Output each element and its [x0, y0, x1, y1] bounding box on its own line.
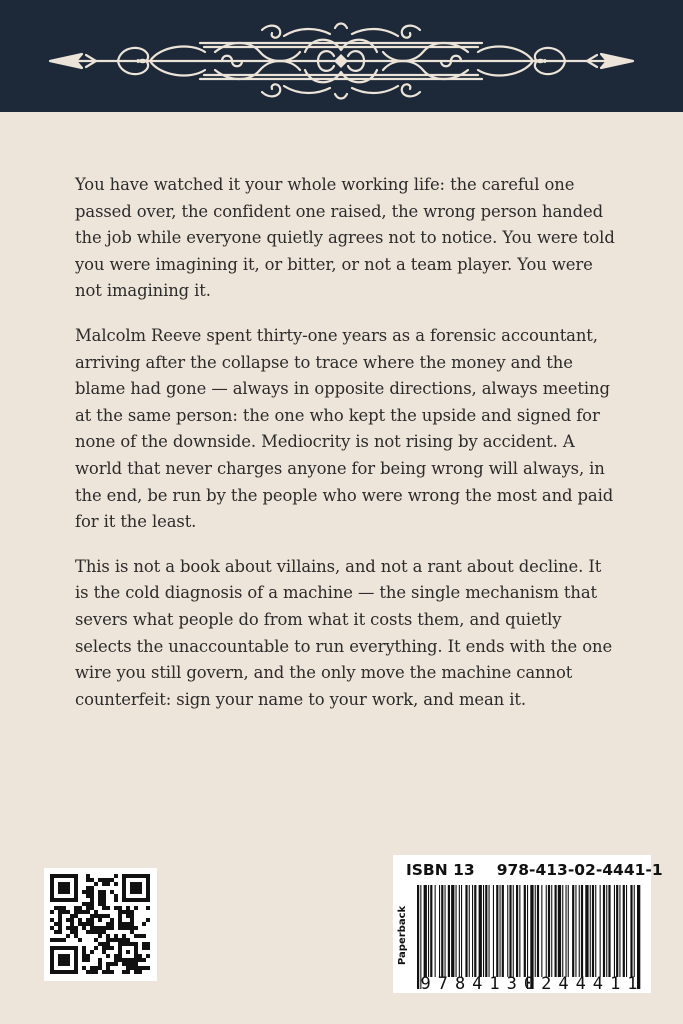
barcode-bar: [507, 885, 508, 977]
qr-module: [126, 926, 130, 930]
qr-module: [82, 950, 86, 954]
qr-module: [110, 878, 114, 882]
qr-module: [106, 954, 110, 958]
qr-module: [122, 962, 126, 966]
qr-module: [86, 922, 90, 926]
barcode-bar: [479, 885, 482, 977]
qr-module: [126, 914, 130, 918]
qr-module: [126, 922, 130, 926]
qr-module: [146, 966, 150, 970]
qr-module: [90, 922, 94, 926]
blurb-paragraph: You have watched it your whole working life: the careful one passed over, the confident one raised, the wrong person handed the job while everyone quietly agrees not to notice. You were told you were imagining it, or bitter, or not a team player. You were not imagining it.: [75, 175, 615, 301]
barcode-bar: [558, 885, 561, 977]
qr-module: [66, 934, 70, 938]
qr-module: [90, 890, 94, 894]
qr-module: [90, 970, 94, 974]
isbn-barcode: [393, 855, 663, 993]
qr-module: [98, 902, 102, 906]
barcode-bar: [456, 885, 457, 977]
barcode-digit: 0: [523, 974, 535, 992]
qr-module: [58, 926, 62, 930]
barcode-bar: [424, 885, 427, 977]
barcode-bar: [616, 885, 618, 977]
qr-module: [86, 918, 90, 922]
qr-module: [110, 938, 114, 942]
blurb-paragraph: Malcolm Reeve spent thirty-one years as a forensic accountant, arriving after the collapse to trace where the money and the blame had gone — always in opposite directions, always meeting at the same person: the one who kept the upside and signed for none of the downside. Mediocrity is not rising by accident. A world that never charges anyone for being wrong will always, in the end, be run by the people who were wrong the most and paid for it the least.: [75, 325, 614, 532]
qr-module: [98, 918, 102, 922]
barcode-bar: [630, 885, 632, 977]
qr-code: [44, 868, 157, 981]
qr-module: [130, 962, 134, 966]
qr-module: [82, 910, 86, 914]
qr-module: [90, 950, 94, 954]
qr-module: [138, 958, 142, 962]
qr-module: [110, 946, 114, 950]
qr-module: [106, 926, 110, 930]
qr-module: [110, 962, 114, 966]
qr-module: [82, 966, 86, 970]
isbn-number: 978-413-02-4441-1: [496, 861, 663, 879]
qr-module: [94, 914, 98, 918]
qr-module: [50, 926, 54, 930]
qr-module: [78, 910, 82, 914]
qr-module: [102, 890, 106, 894]
qr-module: [102, 970, 106, 974]
qr-module: [86, 890, 90, 894]
qr-module: [82, 954, 86, 958]
barcode-digit: 4: [592, 974, 604, 992]
qr-module: [58, 882, 70, 894]
barcode-bar: [500, 885, 501, 977]
qr-module: [110, 970, 114, 974]
qr-module: [106, 942, 110, 946]
qr-module: [126, 970, 130, 974]
qr-module: [122, 970, 126, 974]
barcode-bar: [535, 885, 536, 977]
qr-module: [82, 926, 86, 930]
qr-module: [94, 926, 98, 930]
qr-module: [122, 910, 126, 914]
qr-module: [122, 938, 126, 942]
barcode-bar: [435, 885, 436, 977]
scroll-divider-ornament: [0, 0, 683, 112]
barcode-bar: [590, 885, 591, 977]
qr-module: [106, 914, 110, 918]
qr-module: [138, 970, 142, 974]
qr-module: [126, 910, 130, 914]
barcode-digit: 4: [472, 974, 483, 992]
qr-module: [58, 914, 62, 918]
qr-module: [138, 934, 142, 938]
qr-module: [114, 882, 118, 886]
barcode-bar: [579, 885, 580, 977]
qr-module: [134, 906, 138, 910]
qr-module: [70, 926, 74, 930]
qr-module: [138, 954, 142, 958]
qr-module: [82, 922, 86, 926]
qr-module: [54, 930, 58, 934]
qr-module: [90, 898, 94, 902]
qr-module: [102, 902, 106, 906]
qr-module: [62, 906, 66, 910]
blurb-paragraph: This is not a book about villains, and not a rant about decline. It is the cold diagnosis of a machine — the single mechanism that severs what people do from what it costs them, and quietly selects the unaccountable to run everything. It ends with the one wire you still govern, and the only move the machine cannot counterfeit: sign your name to your work, and mean it.: [75, 556, 613, 709]
qr-module: [142, 942, 146, 946]
qr-module: [98, 894, 102, 898]
qr-module: [50, 910, 54, 914]
qr-module: [146, 918, 150, 922]
barcode-bar: [461, 885, 462, 977]
qr-module: [130, 922, 134, 926]
qr-module: [106, 906, 110, 910]
qr-module: [86, 902, 90, 906]
qr-module: [106, 970, 110, 974]
qr-module: [58, 954, 70, 966]
qr-module: [114, 894, 118, 898]
barcode-digit: 2: [541, 974, 552, 992]
barcode-bar: [430, 885, 432, 977]
qr-module: [118, 906, 122, 910]
qr-module: [134, 970, 138, 974]
qr-module: [106, 938, 110, 942]
qr-module: [114, 906, 118, 910]
qr-module: [82, 902, 86, 906]
qr-module: [134, 926, 138, 930]
qr-module: [114, 938, 118, 942]
qr-module: [54, 938, 58, 942]
qr-module: [74, 926, 78, 930]
qr-module: [122, 934, 126, 938]
qr-module: [86, 954, 90, 958]
qr-module: [102, 950, 106, 954]
barcode-bar: [548, 885, 550, 977]
qr-module: [94, 966, 98, 970]
barcode-bar: [472, 885, 473, 977]
qr-module: [102, 926, 106, 930]
barcode-bar: [502, 885, 504, 977]
qr-module: [98, 878, 102, 882]
qr-module: [86, 894, 90, 898]
qr-module: [102, 906, 106, 910]
qr-module: [94, 946, 98, 950]
barcode-bar: [606, 885, 607, 977]
barcode-bar: [572, 885, 574, 977]
barcode-bar: [562, 885, 563, 977]
qr-module: [142, 922, 146, 926]
qr-module: [130, 930, 134, 934]
qr-module: [86, 930, 90, 934]
qr-module: [86, 878, 90, 882]
barcode-digit: 3: [506, 974, 517, 992]
qr-module: [98, 958, 102, 962]
qr-module: [70, 914, 74, 918]
barcode-bar: [614, 885, 615, 977]
qr-module: [106, 962, 110, 966]
qr-module: [98, 926, 102, 930]
qr-module: [74, 914, 78, 918]
qr-module: [90, 894, 94, 898]
barcode-bar: [619, 885, 620, 977]
qr-module: [98, 942, 102, 946]
back-cover-blurb: [75, 172, 615, 731]
barcode-bar: [496, 885, 498, 977]
qr-module: [106, 922, 110, 926]
qr-module: [90, 878, 94, 882]
barcode-digit: 1: [610, 974, 621, 992]
barcode-bar: [448, 885, 450, 977]
barcode-bar: [603, 885, 605, 977]
qr-module: [58, 918, 62, 922]
qr-module: [90, 930, 94, 934]
qr-module: [110, 926, 114, 930]
barcode-digit: 1: [489, 974, 500, 992]
qr-module: [74, 906, 78, 910]
qr-module: [106, 966, 110, 970]
qr-module: [102, 898, 106, 902]
qr-module: [118, 918, 122, 922]
qr-module: [82, 890, 86, 894]
qr-module: [98, 890, 102, 894]
qr-module: [138, 966, 142, 970]
barcode-bar: [445, 885, 446, 977]
qr-module: [102, 914, 106, 918]
qr-module: [58, 938, 62, 942]
barcode-bar: [600, 885, 601, 977]
qr-module: [118, 914, 122, 918]
qr-module: [134, 934, 138, 938]
qr-module: [142, 946, 146, 950]
qr-module: [102, 930, 106, 934]
qr-module: [78, 918, 82, 922]
qr-module: [98, 934, 102, 938]
qr-module: [102, 946, 106, 950]
qr-module: [90, 902, 94, 906]
qr-module: [74, 910, 78, 914]
qr-module: [86, 970, 90, 974]
barcode-bar: [551, 885, 552, 977]
qr-module: [62, 910, 66, 914]
qr-module: [90, 918, 94, 922]
qr-module: [98, 898, 102, 902]
qr-module: [130, 918, 134, 922]
qr-module: [130, 910, 134, 914]
barcode-bar: [546, 885, 547, 977]
qr-module: [106, 946, 110, 950]
barcode-bar: [541, 885, 542, 977]
barcode-bar: [585, 885, 588, 977]
qr-module: [126, 950, 130, 954]
barcode-bar: [595, 885, 596, 977]
qr-module: [74, 934, 78, 938]
qr-module: [130, 926, 134, 930]
qr-module: [134, 966, 138, 970]
qr-module: [118, 922, 122, 926]
qr-module: [102, 894, 106, 898]
qr-module: [146, 954, 150, 958]
qr-module: [118, 938, 122, 942]
qr-module: [134, 962, 138, 966]
qr-module: [70, 918, 74, 922]
barcode-bar: [509, 885, 511, 977]
barcode-bar: [524, 885, 526, 977]
qr-module: [66, 926, 70, 930]
barcode-bar: [634, 885, 635, 977]
qr-module: [110, 922, 114, 926]
qr-module: [66, 910, 70, 914]
barcode-bar: [626, 885, 627, 977]
qr-module: [114, 898, 118, 902]
qr-module: [122, 922, 126, 926]
qr-module: [70, 922, 74, 926]
barcode-bar: [623, 885, 625, 977]
qr-module: [146, 906, 150, 910]
qr-module: [114, 954, 118, 958]
qr-module: [114, 874, 118, 878]
qr-module: [122, 926, 126, 930]
qr-module: [118, 910, 122, 914]
qr-module: [146, 942, 150, 946]
qr-module: [126, 966, 130, 970]
qr-module: [106, 878, 110, 882]
qr-module: [146, 946, 150, 950]
qr-module: [78, 938, 82, 942]
qr-module: [58, 922, 62, 926]
qr-module: [86, 958, 90, 962]
qr-module: [50, 938, 54, 942]
barcode-digit: 8: [454, 974, 466, 992]
qr-module: [86, 874, 90, 878]
barcode-bar: [451, 885, 454, 977]
qr-module: [86, 886, 90, 890]
qr-module: [130, 966, 134, 970]
barcode-digit: 9: [420, 974, 431, 992]
barcode-bar: [485, 885, 487, 977]
qr-module: [50, 918, 54, 922]
qr-module: [78, 922, 82, 926]
qr-module: [142, 966, 146, 970]
barcode-bar: [441, 885, 443, 977]
qr-module: [102, 878, 106, 882]
top-band: [0, 0, 683, 112]
qr-module: [78, 906, 82, 910]
qr-module: [90, 926, 94, 930]
barcode-bar: [469, 885, 470, 977]
barcode-bar: [608, 885, 610, 977]
qr-module: [98, 966, 102, 970]
barcode-bar: [474, 885, 476, 977]
qr-code-icon: [44, 868, 157, 981]
qr-module: [110, 918, 114, 922]
qr-module: [94, 882, 98, 886]
barcode-bar: [568, 885, 569, 977]
qr-module: [90, 906, 94, 910]
qr-module: [130, 882, 142, 894]
qr-module: [90, 914, 94, 918]
qr-module: [90, 886, 94, 890]
qr-module: [86, 906, 90, 910]
qr-module: [58, 930, 62, 934]
qr-module: [70, 930, 74, 934]
qr-module: [54, 922, 58, 926]
qr-module: [142, 958, 146, 962]
barcode-bar: [439, 885, 440, 977]
qr-module: [126, 906, 130, 910]
qr-module: [106, 934, 110, 938]
qr-module: [98, 914, 102, 918]
qr-module: [58, 910, 62, 914]
qr-module: [94, 970, 98, 974]
barcode-bar: [489, 885, 490, 977]
qr-module: [126, 938, 130, 942]
barcode-bar: [493, 885, 494, 977]
qr-module: [58, 906, 62, 910]
qr-module: [82, 958, 86, 962]
qr-module: [126, 962, 130, 966]
qr-module: [130, 914, 134, 918]
barcode-bar: [537, 885, 539, 977]
barcode-bar: [555, 885, 557, 977]
qr-module: [114, 934, 118, 938]
barcode-digit: 4: [558, 974, 569, 992]
qr-module: [90, 966, 94, 970]
isbn-prefix: ISBN 13: [406, 861, 475, 879]
qr-module: [86, 910, 90, 914]
qr-module: [74, 930, 78, 934]
barcode-bar: [459, 885, 460, 977]
qr-module: [94, 930, 98, 934]
barcode-bar: [483, 885, 484, 977]
barcode-bar: [592, 885, 594, 977]
barcode-digit: 7: [437, 974, 448, 992]
qr-module: [118, 926, 122, 930]
format-label: Paperback: [397, 905, 408, 965]
barcode-digit: 4: [575, 974, 586, 992]
qr-module: [106, 882, 110, 886]
qr-module: [114, 958, 118, 962]
barcode-bar: [575, 885, 576, 977]
qr-module: [114, 962, 118, 966]
qr-module: [66, 918, 70, 922]
barcode-digit: 1: [627, 974, 638, 992]
barcode-bar: [465, 885, 467, 977]
barcode-digits: [417, 974, 641, 992]
qr-module: [142, 934, 146, 938]
qr-module: [94, 910, 98, 914]
qr-module: [82, 946, 86, 950]
barcode-bar: [519, 885, 520, 977]
qr-module: [110, 890, 114, 894]
qr-module: [98, 930, 102, 934]
qr-module: [102, 882, 106, 886]
qr-module: [102, 942, 106, 946]
barcode-bar: [566, 885, 567, 977]
barcode-bar: [513, 885, 514, 977]
isbn-label: [406, 861, 663, 879]
qr-module: [62, 938, 66, 942]
barcode-bar: [581, 885, 583, 977]
qr-module: [94, 938, 98, 942]
qr-module: [54, 906, 58, 910]
barcode-bar: [516, 885, 518, 977]
barcode-bar: [428, 885, 429, 977]
qr-module: [98, 962, 102, 966]
